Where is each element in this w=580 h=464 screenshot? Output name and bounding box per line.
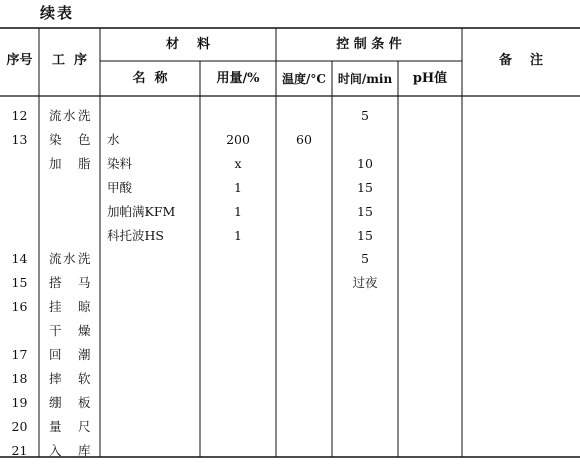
row-process-char-3: 马 <box>78 275 91 290</box>
header-seq: 序号 <box>6 53 33 68</box>
row-time: 5 <box>361 108 369 123</box>
row-seq: 20 <box>11 419 28 434</box>
row-process-char-1: 加 <box>49 156 62 171</box>
row-process-char-1: 量 <box>49 419 62 434</box>
row-dosage: x <box>234 156 242 171</box>
row-seq: 19 <box>11 395 28 410</box>
row-seq: 18 <box>11 371 28 386</box>
row-material-name: 水 <box>107 132 120 147</box>
row-seq: 16 <box>11 299 28 314</box>
row-process-char-2: 水 <box>63 251 76 266</box>
row-process-char-3: 板 <box>78 395 91 410</box>
row-time: 15 <box>357 228 373 243</box>
row-process-char-1: 绷 <box>49 395 62 410</box>
row-process-char-3: 燥 <box>78 323 91 338</box>
row-process-char-3: 脂 <box>78 156 91 171</box>
header-time: 时间/min <box>337 72 393 86</box>
row-seq: 21 <box>11 443 28 458</box>
row-process-char-1: 染 <box>49 132 62 147</box>
row-seq: 14 <box>11 251 28 266</box>
table-caption: 续表 <box>40 4 75 22</box>
row-process-char-1: 干 <box>49 323 62 338</box>
row-seq: 17 <box>11 347 28 362</box>
row-material-name: 甲酸 <box>107 180 133 195</box>
header-process: 工 序 <box>51 53 88 68</box>
row-time: 过夜 <box>352 275 378 290</box>
row-time: 5 <box>361 251 369 266</box>
row-process-char-1: 摔 <box>49 371 62 386</box>
row-process-char-3: 潮 <box>78 347 91 362</box>
row-process-char-1: 回 <box>49 347 62 362</box>
row-seq: 13 <box>11 132 28 147</box>
row-process-char-1: 流 <box>49 251 62 266</box>
row-process-char-3: 洗 <box>78 108 91 123</box>
row-temperature: 60 <box>296 132 312 147</box>
header-name: 名 称 <box>132 71 168 86</box>
row-process-char-1: 入 <box>49 443 62 458</box>
row-process-char-1: 挂 <box>49 299 62 314</box>
row-time: 15 <box>357 204 373 219</box>
row-seq: 12 <box>11 108 28 123</box>
row-process-char-3: 晾 <box>78 299 91 314</box>
header-dosage: 用量/% <box>216 71 260 86</box>
row-process-char-3: 软 <box>78 371 91 386</box>
row-time: 15 <box>357 180 373 195</box>
row-dosage: 1 <box>234 228 242 243</box>
row-seq: 15 <box>11 275 28 290</box>
row-process-char-3: 库 <box>78 443 91 458</box>
row-process-char-1: 搭 <box>49 275 62 290</box>
header-temperature: 温度/°C <box>282 72 326 86</box>
header-notes: 备 注 <box>498 53 544 68</box>
row-process-char-2: 水 <box>63 108 76 123</box>
row-process-char-3: 色 <box>78 132 91 147</box>
row-dosage: 1 <box>234 204 242 219</box>
row-process-char-3: 洗 <box>78 251 91 266</box>
row-dosage: 200 <box>226 132 250 147</box>
row-dosage: 1 <box>234 180 242 195</box>
row-material-name: 科托波HS <box>107 228 164 243</box>
header-control: 控 制 条 件 <box>336 37 402 52</box>
row-process-char-1: 流 <box>49 108 62 123</box>
row-process-char-3: 尺 <box>78 419 91 434</box>
row-material-name: 加帕满KFM <box>107 204 176 219</box>
header-materials: 材 料 <box>165 37 211 52</box>
row-time: 10 <box>357 156 373 171</box>
header-ph: pH值 <box>412 71 448 86</box>
row-material-name: 染料 <box>107 156 133 171</box>
